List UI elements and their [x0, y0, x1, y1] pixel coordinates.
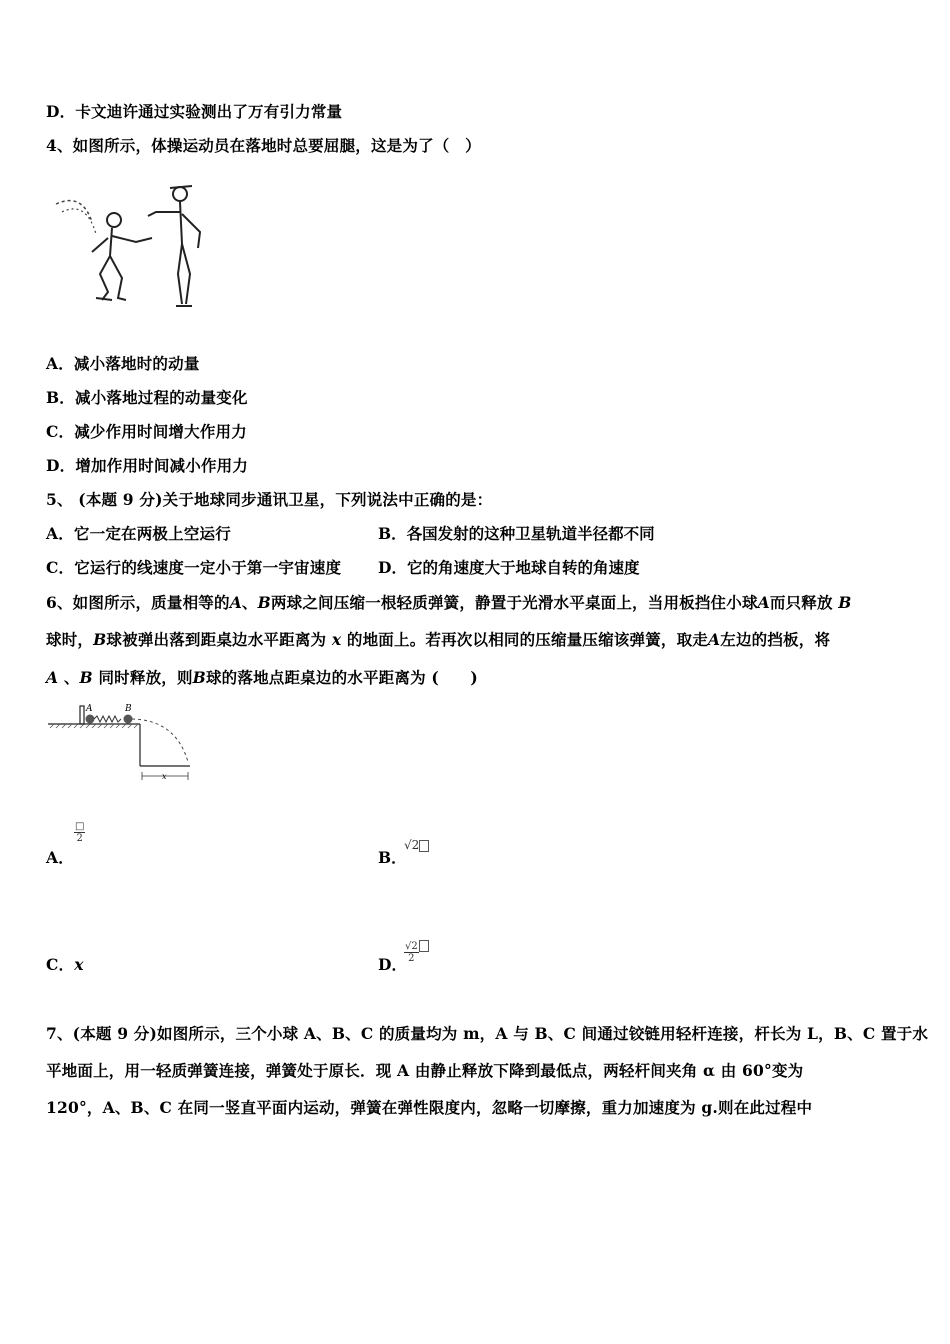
spring-table-figure — [46, 700, 196, 785]
gymnast-landing-figure — [52, 182, 212, 312]
q5-option-d: D．它的角速度大于地球自转的角速度 — [378, 558, 640, 577]
q6-option-b-label: B． — [378, 848, 407, 867]
q6-line-2: 球时，B球被弹出落到距桌边水平距离为 x 的地面上。若再次以相同的压缩量压缩该弹簧，取走A左边的挡板，将 — [46, 630, 831, 649]
q6-line-1: 6、如图所示，质量相等的A、B两球之间压缩一根轻质弹簧，静置于光滑水平桌面上，当用板挡住小球A而只释放 B — [46, 593, 852, 612]
ball-a — [86, 715, 95, 724]
q5-option-a: A．它一定在两极上空运行 — [46, 524, 231, 543]
standing-gymnast — [148, 186, 200, 306]
q4-option-a: A．减小落地时的动量 — [46, 354, 200, 373]
q6-option-c: C．x — [46, 955, 84, 974]
q5-option-b: B．各国发射的这种卫星轨道半径都不同 — [378, 524, 655, 543]
ball-b — [124, 715, 133, 724]
q4-option-b: B．减小落地过程的动量变化 — [46, 388, 248, 407]
q6-option-a-formula: $\frac{□}{2}$ — [75, 821, 85, 844]
crouching-gymnast — [92, 213, 152, 300]
label-x: x — [162, 772, 167, 781]
label-a: A — [86, 704, 93, 714]
q6-line-3: A 、B 同时释放，则B球的落地点距桌边的水平距离为 ( ) — [46, 668, 478, 687]
q7-line-3: 120°，A、B、C 在同一竖直平面内运动，弹簧在弹性限度内，忽略一切摩擦，重力加速度为 g.则在此过程中 — [46, 1098, 813, 1117]
q4-stem: 4、如图所示，体操运动员在落地时总要屈腿，这是为了（ ） — [46, 136, 481, 155]
q6-option-a-label: A． — [46, 848, 74, 867]
q6-option-b-formula: √2 — [404, 838, 429, 852]
q3-option-d: D．卡文迪许通过实验测出了万有引力常量 — [46, 102, 343, 121]
q4-option-d: D．增加作用时间减小作用力 — [46, 456, 249, 475]
q6-option-d-formula: $\frac{√2}{2}$ — [404, 938, 429, 964]
q5-stem: 5、 (本题 9 分)关于地球同步通讯卫星，下列说法中正确的是： — [46, 490, 493, 509]
motion-trace — [56, 201, 92, 222]
q7-line-1: 7、(本题 9 分)如图所示，三个小球 A、B、C 的质量均为 m，A 与 B、C 间通过铰链用轻杆连接，杆长为 L，B、C 置于水 — [46, 1024, 929, 1043]
spring — [94, 716, 121, 722]
label-b: B — [125, 704, 132, 714]
q5-option-c: C．它运行的线速度一定小于第一宇宙速度 — [46, 558, 342, 577]
q7-line-2: 平地面上，用一轻质弹簧连接，弹簧处于原长．现 A 由静止释放下降到最低点，两轻杆间夹角 α 由 60°变为 — [46, 1061, 804, 1080]
q4-option-c: C．减少作用时间增大作用力 — [46, 422, 247, 441]
blocking-board — [80, 706, 84, 724]
q6-option-d-label: D． — [378, 955, 407, 974]
